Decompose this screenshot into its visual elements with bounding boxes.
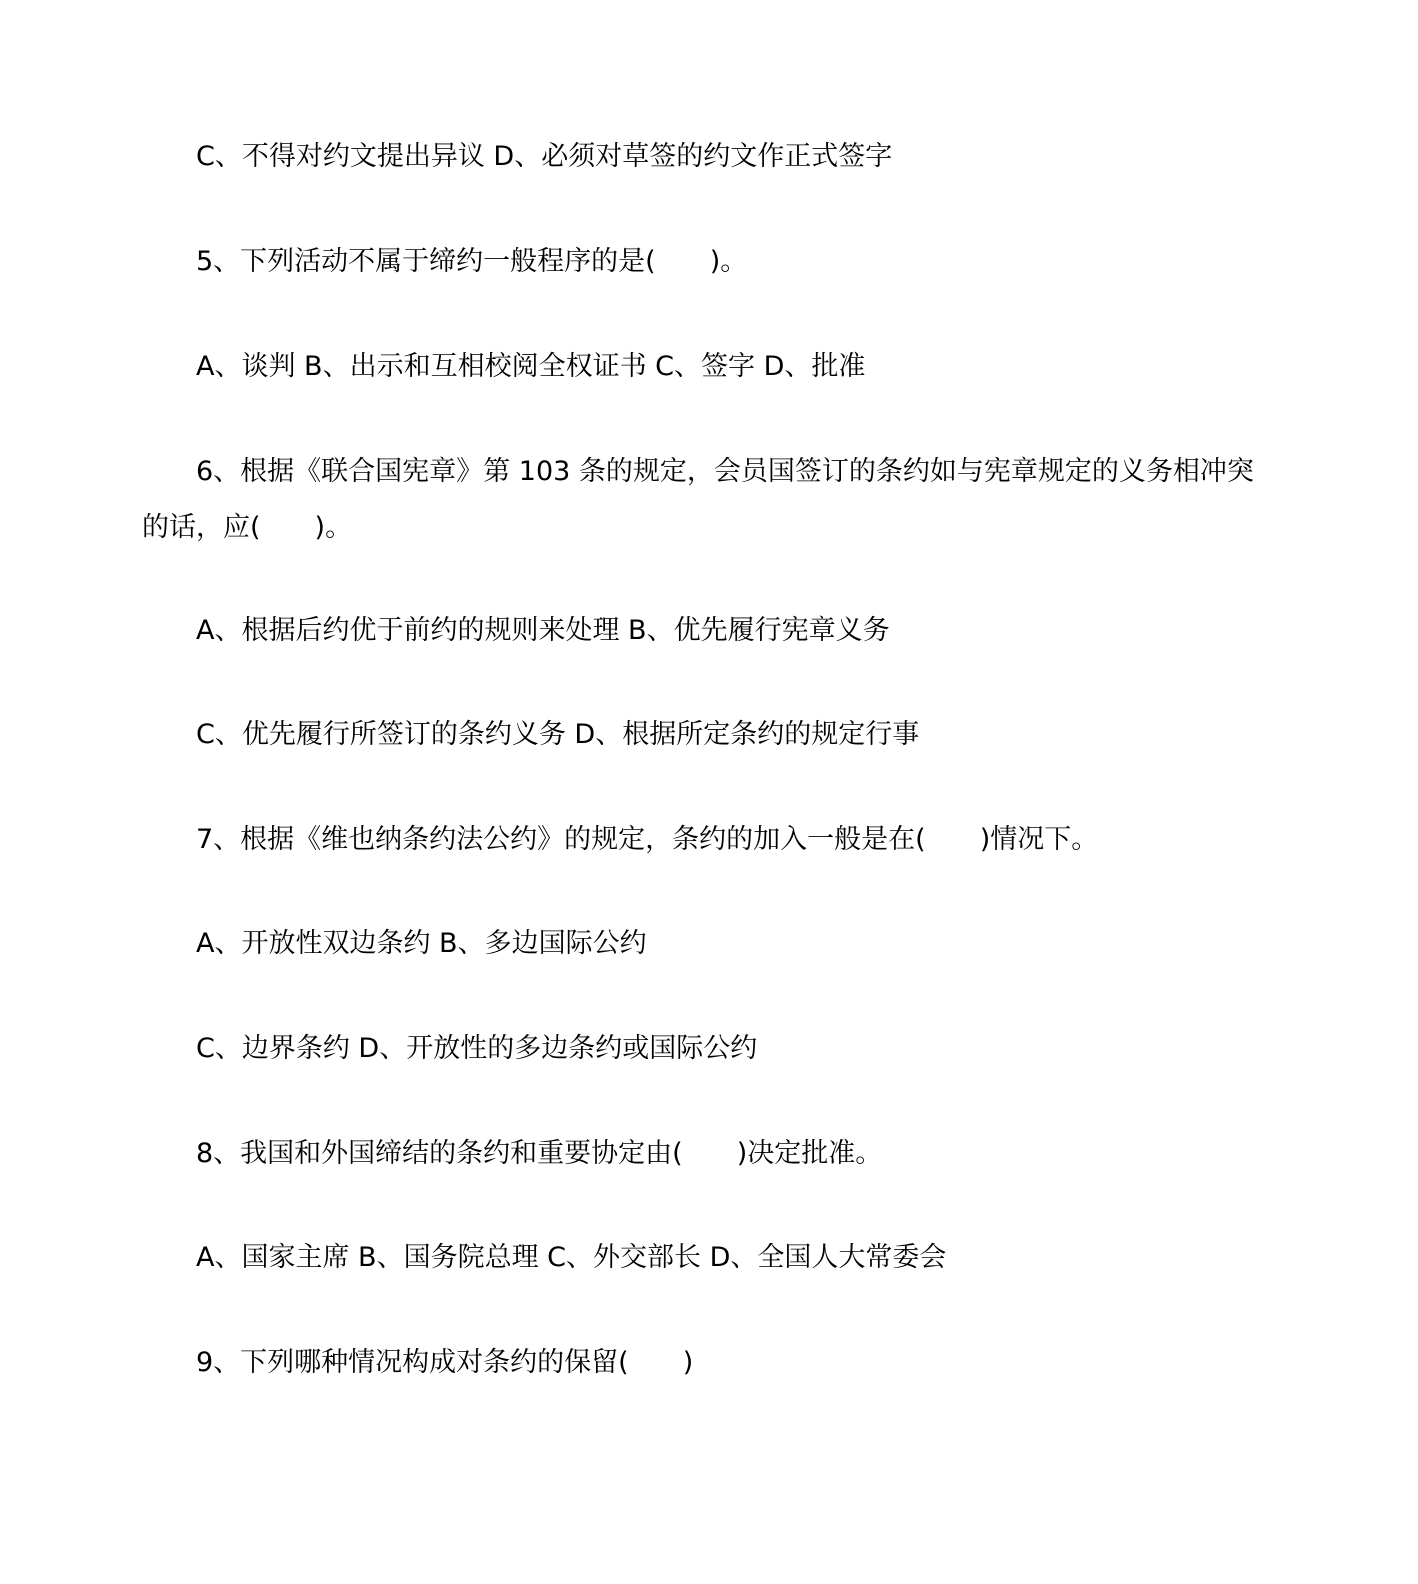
option-line-q7-ab: A、开放性双边条约 B、多边国际公约 [196, 928, 647, 959]
option-line-q7-cd: C、边界条约 D、开放性的多边条约或国际公约 [196, 1033, 758, 1064]
question-8: 8、我国和外国缔结的条约和重要协定由( )决定批准。 [196, 1138, 883, 1169]
question-7: 7、根据《维也纳条约法公约》的规定，条约的加入一般是在( )情况下。 [196, 824, 1099, 855]
question-5: 5、下列活动不属于缔约一般程序的是( )。 [196, 246, 748, 277]
options-q5: A、谈判 B、出示和互相校阅全权证书 C、签字 D、批准 [196, 351, 866, 382]
option-line-q4-cd: C、不得对约文提出异议 D、必须对草签的约文作正式签字 [196, 141, 893, 172]
option-line-q6-ab: A、根据后约优于前约的规则来处理 B、优先履行宪章义务 [196, 615, 890, 646]
question-6: 6、根据《联合国宪章》第 103 条的规定，会员国签订的条约如与宪章规定的义务相冲突的话，应( )。 [142, 456, 1254, 543]
option-line-q6-cd: C、优先履行所签订的条约义务 D、根据所定条约的规定行事 [196, 719, 920, 750]
question-9: 9、下列哪种情况构成对条约的保留( ) [196, 1347, 694, 1378]
options-q8: A、国家主席 B、国务院总理 C、外交部长 D、全国人大常委会 [196, 1242, 947, 1273]
